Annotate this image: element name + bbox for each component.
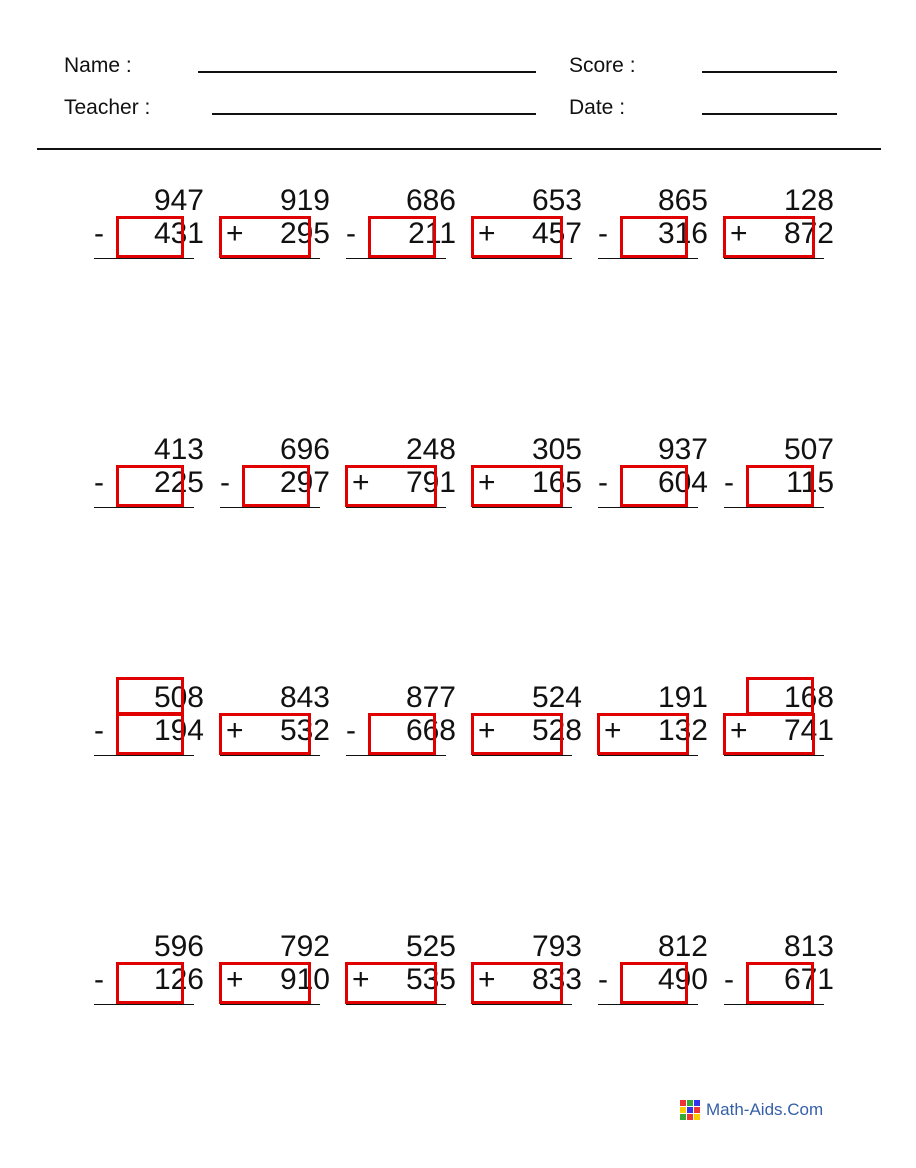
plus-operator: +	[478, 963, 496, 996]
problem-top-number: 792	[279, 930, 330, 963]
math-aids-logo-icon	[680, 1100, 700, 1120]
problem	[214, 186, 344, 266]
problem-bottom-number: 791	[405, 466, 456, 499]
answer-line	[472, 507, 572, 508]
score-field-line[interactable]	[702, 71, 837, 73]
plus-operator: +	[352, 466, 370, 499]
problem-top-number: 877	[405, 681, 456, 714]
highlight-box-bottom	[620, 962, 688, 1004]
minus-operator: -	[220, 466, 230, 499]
plus-operator: +	[478, 466, 496, 499]
plus-operator: +	[226, 963, 244, 996]
problem-top-number: 248	[405, 433, 456, 466]
highlight-box-operation	[345, 962, 437, 1004]
highlight-box-operation	[723, 713, 815, 755]
date-field-line[interactable]	[702, 113, 837, 115]
answer-line	[472, 1004, 572, 1005]
problem	[214, 435, 344, 515]
answer-line	[598, 1004, 698, 1005]
answer-line	[220, 258, 320, 259]
problem	[340, 683, 470, 763]
problem-top-number: 919	[279, 184, 330, 217]
problem-bottom-number: 910	[279, 963, 330, 996]
minus-operator: -	[724, 963, 734, 996]
problem	[718, 683, 848, 763]
minus-operator: -	[94, 217, 104, 250]
highlight-box-bottom	[242, 465, 310, 507]
highlight-box-bottom	[746, 962, 814, 1004]
problem-top-number: 865	[657, 184, 708, 217]
plus-operator: +	[226, 714, 244, 747]
problem	[466, 683, 596, 763]
problem-top-number: 813	[783, 930, 834, 963]
highlight-box-operation	[597, 713, 689, 755]
minus-operator: -	[346, 217, 356, 250]
highlight-box-bottom	[620, 465, 688, 507]
problem-top-number: 937	[657, 433, 708, 466]
highlight-box-operation	[219, 713, 311, 755]
problem-top-number: 843	[279, 681, 330, 714]
highlight-box-operation	[471, 713, 563, 755]
problem	[466, 186, 596, 266]
problem-top-number: 947	[153, 184, 204, 217]
highlight-box-bottom	[116, 713, 184, 755]
minus-operator: -	[598, 963, 608, 996]
footer-logo	[680, 1100, 823, 1120]
problem-top-number: 508	[153, 681, 204, 714]
answer-line	[346, 258, 446, 259]
answer-line	[220, 755, 320, 756]
highlight-box-operation	[471, 962, 563, 1004]
problem-top-number: 413	[153, 433, 204, 466]
highlight-box-top	[116, 677, 184, 715]
problem	[340, 932, 470, 1012]
problem	[88, 186, 218, 266]
answer-line	[724, 507, 824, 508]
highlight-box-bottom	[368, 713, 436, 755]
answer-line	[724, 1004, 824, 1005]
problem-top-number: 696	[279, 433, 330, 466]
problem	[88, 683, 218, 763]
problem-top-number: 524	[531, 681, 582, 714]
problem-bottom-number: 431	[153, 217, 204, 250]
answer-line	[220, 1004, 320, 1005]
problem-bottom-number: 532	[279, 714, 330, 747]
date-label: Date :	[569, 96, 626, 119]
problem-top-number: 596	[153, 930, 204, 963]
problem-bottom-number: 126	[153, 963, 204, 996]
minus-operator: -	[94, 963, 104, 996]
plus-operator: +	[730, 217, 748, 250]
problem	[340, 186, 470, 266]
minus-operator: -	[598, 466, 608, 499]
problem-bottom-number: 165	[531, 466, 582, 499]
problem	[88, 932, 218, 1012]
name-field-line[interactable]	[198, 71, 536, 73]
answer-line	[346, 755, 446, 756]
problem-bottom-number: 872	[783, 217, 834, 250]
answer-line	[598, 755, 698, 756]
problem-bottom-number: 132	[657, 714, 708, 747]
minus-operator: -	[598, 217, 608, 250]
logo-text: Math-Aids.Com	[706, 1100, 824, 1119]
minus-operator: -	[94, 714, 104, 747]
problem-top-number: 653	[531, 184, 582, 217]
problem-top-number: 507	[783, 433, 834, 466]
problem	[340, 435, 470, 515]
problem	[718, 932, 848, 1012]
problem-bottom-number: 194	[153, 714, 204, 747]
problem-bottom-number: 225	[153, 466, 204, 499]
problem-bottom-number: 604	[657, 466, 708, 499]
answer-line	[598, 507, 698, 508]
answer-line	[94, 755, 194, 756]
problem-bottom-number: 295	[279, 217, 330, 250]
problem-bottom-number: 535	[405, 963, 456, 996]
problem	[718, 186, 848, 266]
problem-bottom-number: 297	[279, 466, 330, 499]
answer-line	[94, 258, 194, 259]
problem-top-number: 686	[405, 184, 456, 217]
teacher-field-line[interactable]	[212, 113, 536, 115]
highlight-box-operation	[471, 465, 563, 507]
answer-line	[346, 1004, 446, 1005]
answer-line	[724, 258, 824, 259]
answer-line	[94, 1004, 194, 1005]
answer-line	[598, 258, 698, 259]
problem-bottom-number: 457	[531, 217, 582, 250]
problem-top-number: 525	[405, 930, 456, 963]
highlight-box-operation	[471, 216, 563, 258]
highlight-box-operation	[345, 465, 437, 507]
highlight-box-top	[746, 677, 814, 715]
answer-line	[346, 507, 446, 508]
highlight-box-operation	[219, 216, 311, 258]
problem-bottom-number: 211	[408, 217, 456, 250]
problem	[592, 683, 722, 763]
plus-operator: +	[478, 217, 496, 250]
problem-top-number: 305	[531, 433, 582, 466]
problem	[466, 932, 596, 1012]
problem-top-number: 793	[531, 930, 582, 963]
problem	[592, 932, 722, 1012]
problem-bottom-number: 490	[657, 963, 708, 996]
highlight-box-bottom	[116, 962, 184, 1004]
problem-top-number: 168	[783, 681, 834, 714]
name-label: Name :	[64, 54, 132, 77]
highlight-box-bottom	[746, 465, 814, 507]
problem-top-number: 812	[657, 930, 708, 963]
highlight-box-bottom	[620, 216, 688, 258]
problem	[718, 435, 848, 515]
minus-operator: -	[346, 714, 356, 747]
plus-operator: +	[352, 963, 370, 996]
problem-bottom-number: 115	[786, 466, 834, 499]
problem-bottom-number: 528	[531, 714, 582, 747]
minus-operator: -	[724, 466, 734, 499]
score-label: Score :	[569, 54, 636, 77]
plus-operator: +	[226, 217, 244, 250]
highlight-box-bottom	[116, 216, 184, 258]
highlight-box-operation	[219, 962, 311, 1004]
problem-bottom-number: 671	[783, 963, 834, 996]
answer-line	[220, 507, 320, 508]
problem	[466, 435, 596, 515]
problem-bottom-number: 741	[783, 714, 834, 747]
problem	[592, 186, 722, 266]
problem-top-number: 191	[657, 681, 708, 714]
highlight-box-bottom	[116, 465, 184, 507]
answer-line	[94, 507, 194, 508]
problem-top-number: 128	[783, 184, 834, 217]
teacher-label: Teacher :	[64, 96, 151, 119]
answer-line	[724, 755, 824, 756]
highlight-box-bottom	[368, 216, 436, 258]
problem-bottom-number: 668	[405, 714, 456, 747]
answer-line	[472, 258, 572, 259]
problem-bottom-number: 833	[531, 963, 582, 996]
problem	[592, 435, 722, 515]
highlight-box-operation	[723, 216, 815, 258]
plus-operator: +	[730, 714, 748, 747]
problem-bottom-number: 316	[657, 217, 708, 250]
problem	[214, 683, 344, 763]
problem	[214, 932, 344, 1012]
minus-operator: -	[94, 466, 104, 499]
plus-operator: +	[478, 714, 496, 747]
answer-line	[472, 755, 572, 756]
problem	[88, 435, 218, 515]
header-separator	[37, 148, 881, 150]
plus-operator: +	[604, 714, 622, 747]
